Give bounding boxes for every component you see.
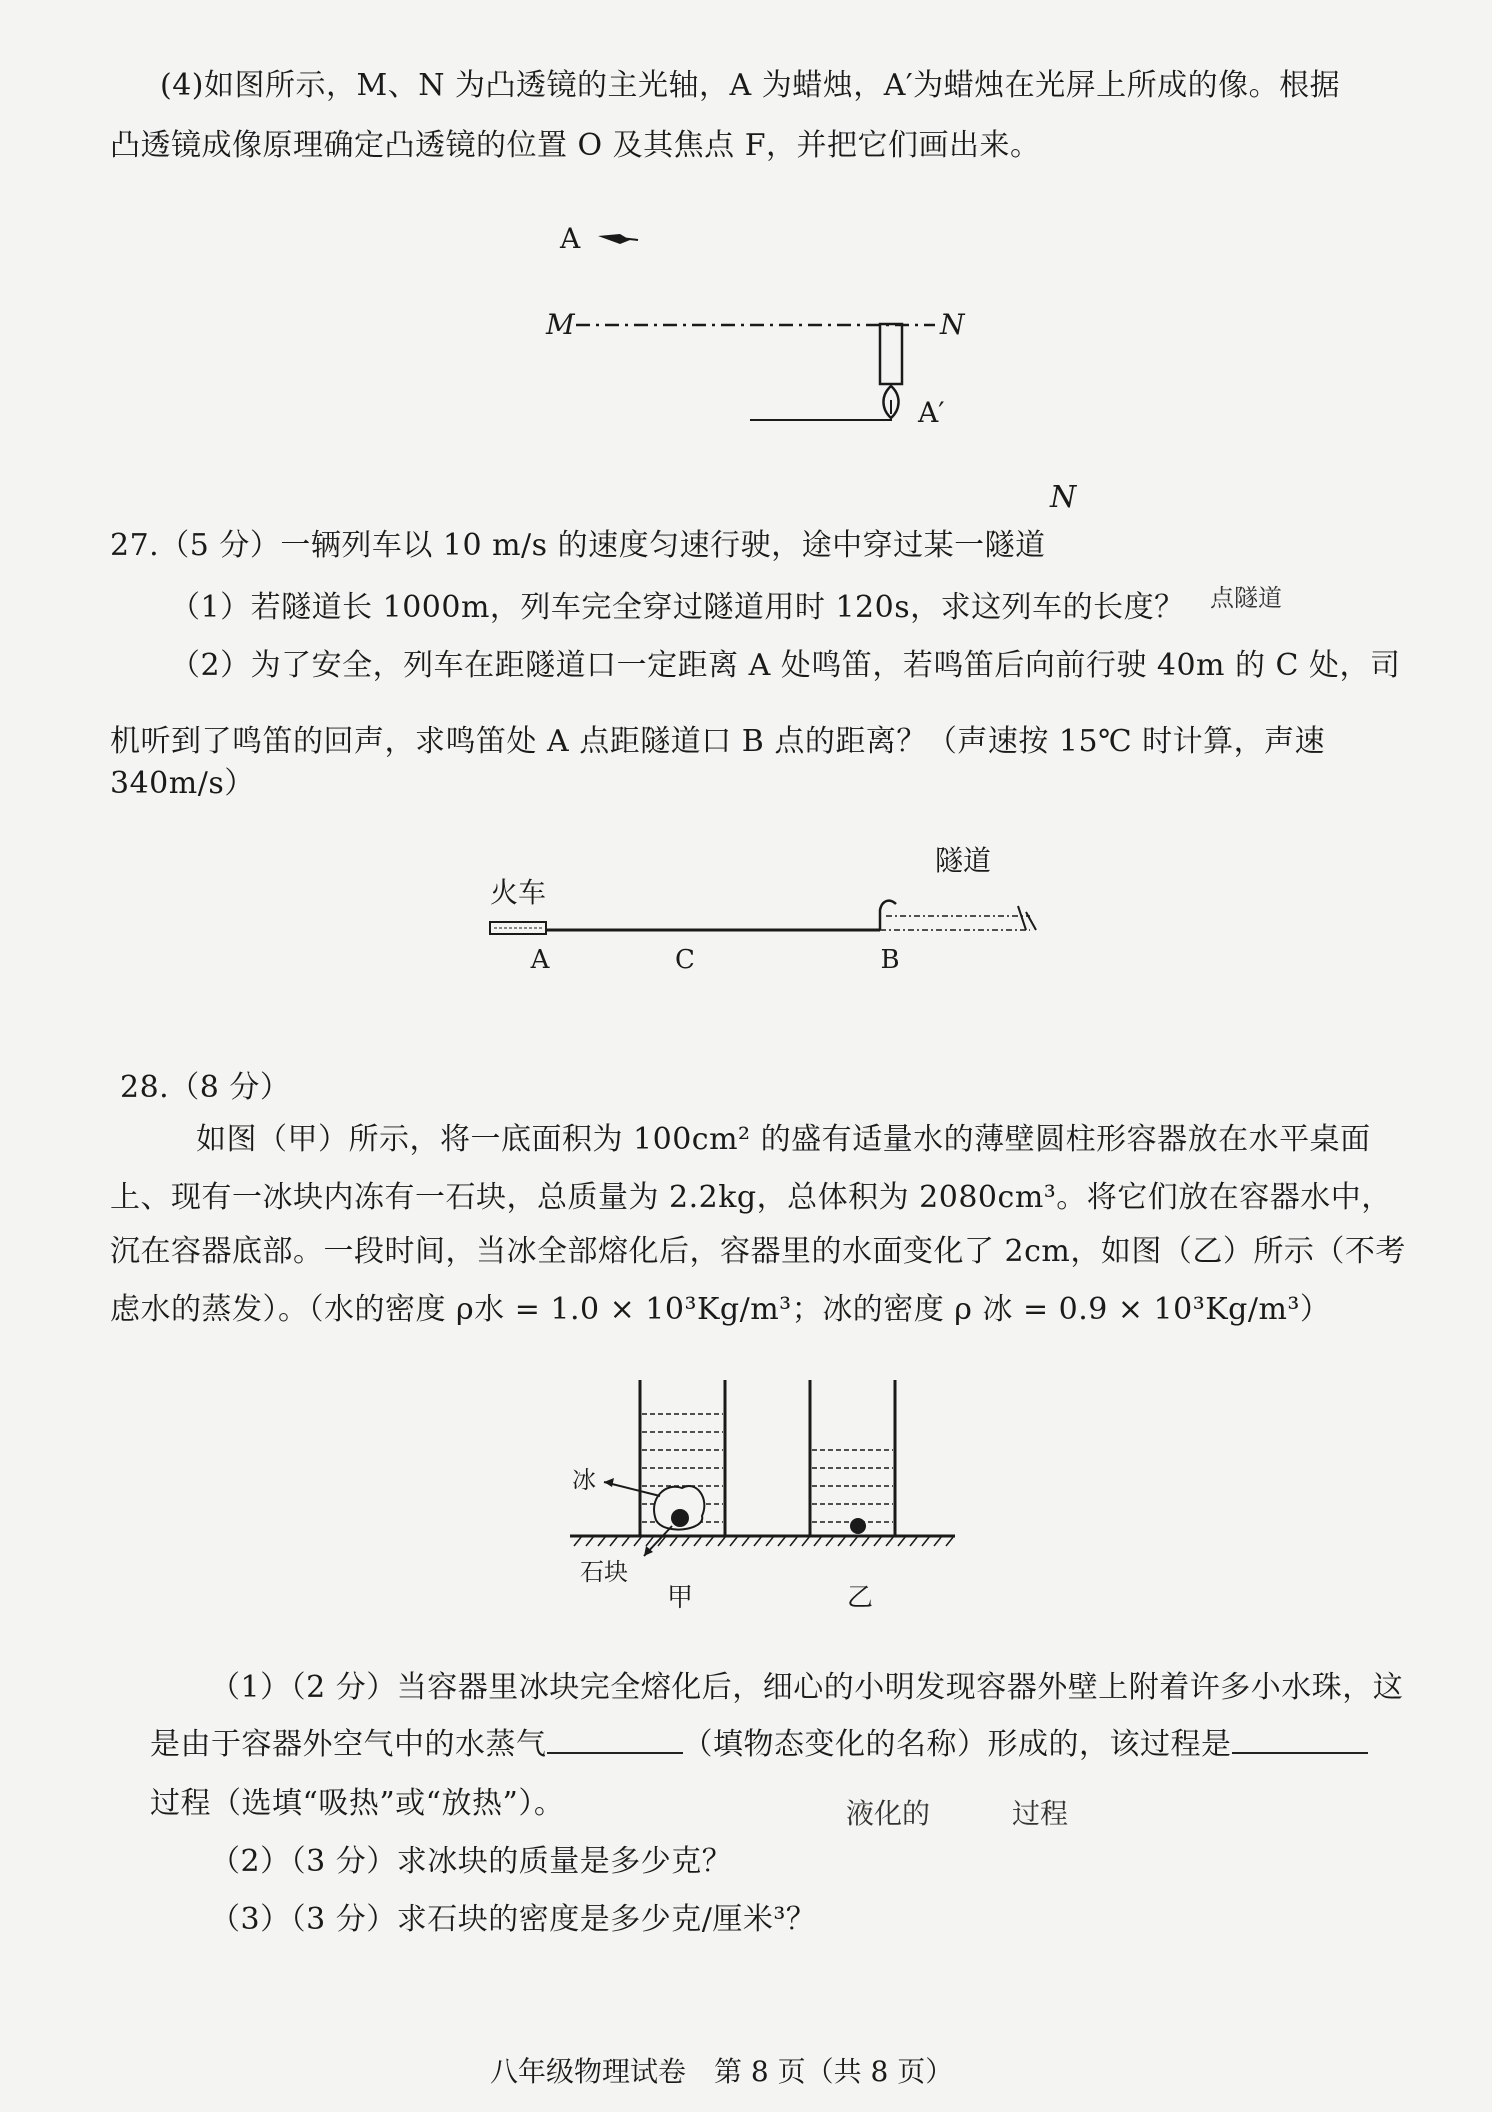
tunnel-label: 隧道 [935, 844, 992, 877]
point-B-label: B [880, 945, 900, 975]
q28-intro-line-2: 上、现有一冰块内冻有一石块，总质量为 2.2kg，总体积为 2080cm³。将它们放在容器水中， [110, 1180, 1392, 1215]
q27-title: 27.（5 分）一辆列车以 10 m/s 的速度匀速行驶，途中穿过某一隧道 [110, 528, 1046, 563]
point-A-label: A [530, 945, 550, 975]
q28-sub-1-line-1: （1）（2 分）当容器里冰块完全熔化后，细心的小明发现容器外壁上附着许多小水珠，这 [210, 1670, 1404, 1705]
q28-intro-line-4: 虑水的蒸发）。（水的密度 ρ水 = 1.0 × 10³Kg/m³；冰的密度 ρ 冰 = 0.9 × 10³Kg/m³） [110, 1292, 1331, 1327]
q28-sub-1-text-b: （填物态变化的名称）形成的，该过程是 [682, 1727, 1232, 1762]
container-jia [640, 1380, 725, 1535]
container-yi [810, 1380, 895, 1535]
yi-label: 乙 [846, 1583, 874, 1613]
q28-title: 28.（8 分） [120, 1070, 291, 1105]
stone-icon-yi [850, 1518, 866, 1534]
container-diagram [560, 1370, 980, 1620]
q27-part-2-line-1: （2）为了安全，列车在距隧道口一定距离 A 处鸣笛，若鸣笛后向前行驶 40m 的 C 处，司 [170, 648, 1401, 683]
stone-label: 石块 [580, 1558, 628, 1586]
ice-label: 冰 [572, 1466, 596, 1494]
train-icon [490, 922, 546, 934]
handwritten-answer-1: 液化的 [846, 1797, 931, 1830]
q27-part-2-line-3: 340m/s） [110, 766, 255, 801]
handwritten-answer-2: 过程 [1012, 1797, 1069, 1830]
stone-icon [671, 1509, 689, 1527]
q28-sub-2: （2）（3 分）求冰块的质量是多少克？ [210, 1844, 733, 1879]
train-label: 火车 [490, 876, 547, 909]
label-A: A [560, 222, 581, 255]
answer-blank-2[interactable] [1232, 1724, 1368, 1754]
label-M: M [546, 308, 575, 341]
q28-intro-line-3: 沉在容器底部。一段时间，当冰全部熔化后，容器里的水面变化了 2cm，如图（乙）所示（不考 [110, 1234, 1406, 1269]
q28-sub-1-line-3: 过程（选填“吸热”或“放热”）。 [150, 1786, 565, 1821]
q26-4-line-2: 凸透镜成像原理确定凸透镜的位置 O 及其焦点 F，并把它们画出来。 [110, 128, 1041, 163]
candle-A-icon [598, 234, 638, 244]
label-A-prime: A′ [918, 396, 945, 429]
lens-diagram [520, 200, 1040, 440]
label-N: N [940, 308, 965, 341]
tunnel-diagram [470, 830, 1070, 980]
q28-sub-1-text-a: 是由于容器外空气中的水蒸气 [150, 1727, 547, 1762]
answer-blank-1[interactable] [547, 1724, 683, 1754]
q28-sub-3: （3）（3 分）求石块的密度是多少克/厘米³？ [210, 1902, 817, 1937]
inverted-candle-image-icon [880, 324, 902, 418]
tunnel-entrance-icon [880, 901, 1036, 930]
page-footer: 八年级物理试卷 第 8 页（共 8 页） [490, 2055, 954, 2088]
q28-intro-line-1: 如图（甲）所示，将一底面积为 100cm² 的盛有适量水的薄壁圆柱形容器放在水平桌面 [196, 1122, 1371, 1157]
q26-4-line-1: (4)如图所示，M、N 为凸透镜的主光轴，A 为蜡烛，A′为蜡烛在光屏上所成的像。根据 [160, 68, 1341, 103]
jia-label: 甲 [666, 1583, 694, 1613]
q27-part-2-line-2: 机听到了鸣笛的回声，求鸣笛处 A 点距隧道口 B 点的距离？（声速按 15℃ 时计算，声速 [110, 724, 1326, 759]
point-C-label: C [675, 945, 695, 975]
q27-part-1: （1）若隧道长 1000m，列车完全穿过隧道用时 120s，求这列车的长度？ [170, 590, 1185, 625]
stray-N: N [1050, 480, 1077, 515]
q27-handwriting: 点隧道 [1210, 584, 1282, 612]
q28-sub-1-line-2 [150, 1724, 1368, 1765]
